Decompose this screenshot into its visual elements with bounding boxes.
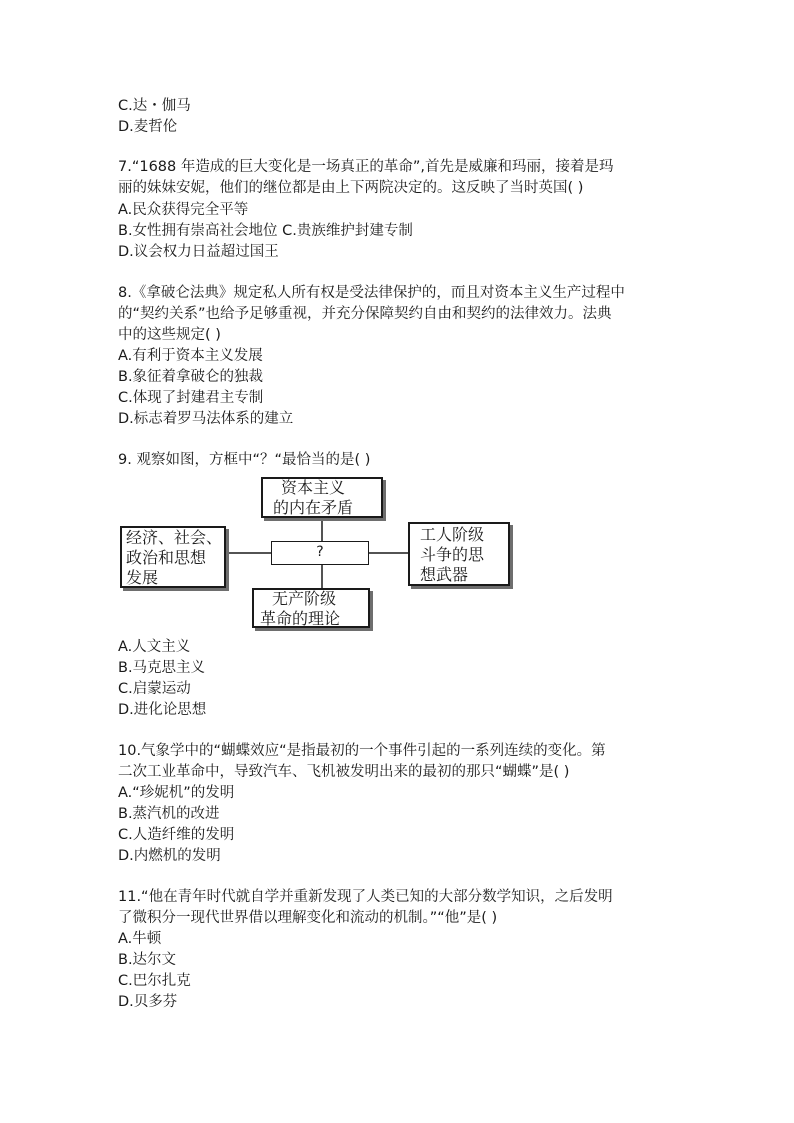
diagram-right-line-2: 斗争的思 [420, 545, 485, 564]
q10-stem-line-1: 10.气象学中的“蝴蝶效应“是指最初的一个事件引起的一系列连续的变化。第 [118, 743, 606, 759]
q10-option-d: D.内燃机的发明 [118, 848, 221, 864]
diagram-bottom-box [252, 588, 370, 628]
diagram-left-line-1: 经济、社会、 [126, 528, 223, 547]
diagram-left-line-3: 发展 [126, 568, 159, 587]
q11-option-d: D.贝多芬 [118, 994, 178, 1010]
q9-option-a: A.人文主义 [118, 639, 191, 655]
q11-stem-line-2: 了微积分一现代世界借以理解变化和流动的机制。”“他”是( ) [118, 910, 498, 926]
q11-option-c: C.巴尔扎克 [118, 973, 191, 989]
q7-option-d: D.议会权力日益超过国王 [118, 244, 279, 260]
diagram-right-box [408, 522, 510, 586]
q10-option-b: B.蒸汽机的改进 [118, 806, 220, 822]
q9-stem: 9. 观察如图，方框中“？“最恰当的是( ) [118, 452, 371, 468]
diagram-right-line-3: 想武器 [420, 565, 469, 584]
q7-stem-line-1: 7.“1688 年造成的巨大变化是一场真正的革命”,首先是威廉和玛丽，接着是玛 [118, 159, 614, 175]
q8-option-d: D.标志着罗马法体系的建立 [118, 411, 294, 427]
q11-stem-line-1: 11.“他在青年时代就自学并重新发现了人类已知的大部分数学知识，之后发明 [118, 889, 613, 905]
q7-option-b-c: B.女性拥有崇高社会地位 C.贵族维护封建专制 [118, 223, 413, 239]
diagram-left-box [120, 526, 226, 588]
q8-stem-line-3: 中的这些规定( ) [118, 327, 221, 343]
q11-option-a: A.牛顿 [118, 931, 162, 947]
diagram-right-line-1: 工人阶级 [420, 525, 485, 544]
q11-option-b: B.达尔文 [118, 952, 177, 968]
q6-option-d: D.麦哲伦 [118, 119, 178, 135]
q8-option-c: C.体现了封建君主专制 [118, 390, 264, 406]
q9-option-d: D.进化论思想 [118, 702, 207, 718]
q8-option-b: B.象征着拿破仑的独裁 [118, 369, 264, 385]
diagram-bottom-line-2: 革命的理论 [260, 609, 341, 628]
diagram-top-box [261, 477, 383, 518]
diagram-top-line-2: 的内在矛盾 [273, 498, 354, 517]
diagram-top-line-1: 资本主义 [281, 478, 346, 497]
diagram-center-box: ? [271, 541, 369, 565]
q8-stem-line-1: 8.《拿破仑法典》规定私人所有权是受法律保护的，而且对资本主义生产过程中 [118, 285, 625, 301]
q10-option-a: A.“珍妮机”的发明 [118, 785, 235, 801]
q9-option-b: B.马克思主义 [118, 660, 206, 676]
q8-option-a: A.有利于资本主义发展 [118, 348, 263, 364]
q8-stem-line-2: 的“契约关系”也给予足够重视，并充分保障契约自由和契约的法律效力。法典 [118, 306, 612, 322]
diagram-left-line-2: 政治和思想 [126, 548, 207, 567]
q9-option-c: C.启蒙运动 [118, 681, 191, 697]
q7-option-a: A.民众获得完全平等 [118, 202, 249, 218]
q10-stem-line-2: 二次工业革命中，导致汽车、飞机被发明出来的最初的那只“蝴蝶”是( ) [118, 764, 570, 780]
diagram-bottom-line-1: 无产阶级 [272, 589, 337, 608]
q6-option-c: C.达・伽马 [118, 98, 191, 114]
q10-option-c: C.人造纤维的发明 [118, 827, 235, 843]
q7-stem-line-2: 丽的妹妹安妮，他们的继位都是由上下两院决定的。这反映了当时英国( ) [118, 180, 584, 196]
